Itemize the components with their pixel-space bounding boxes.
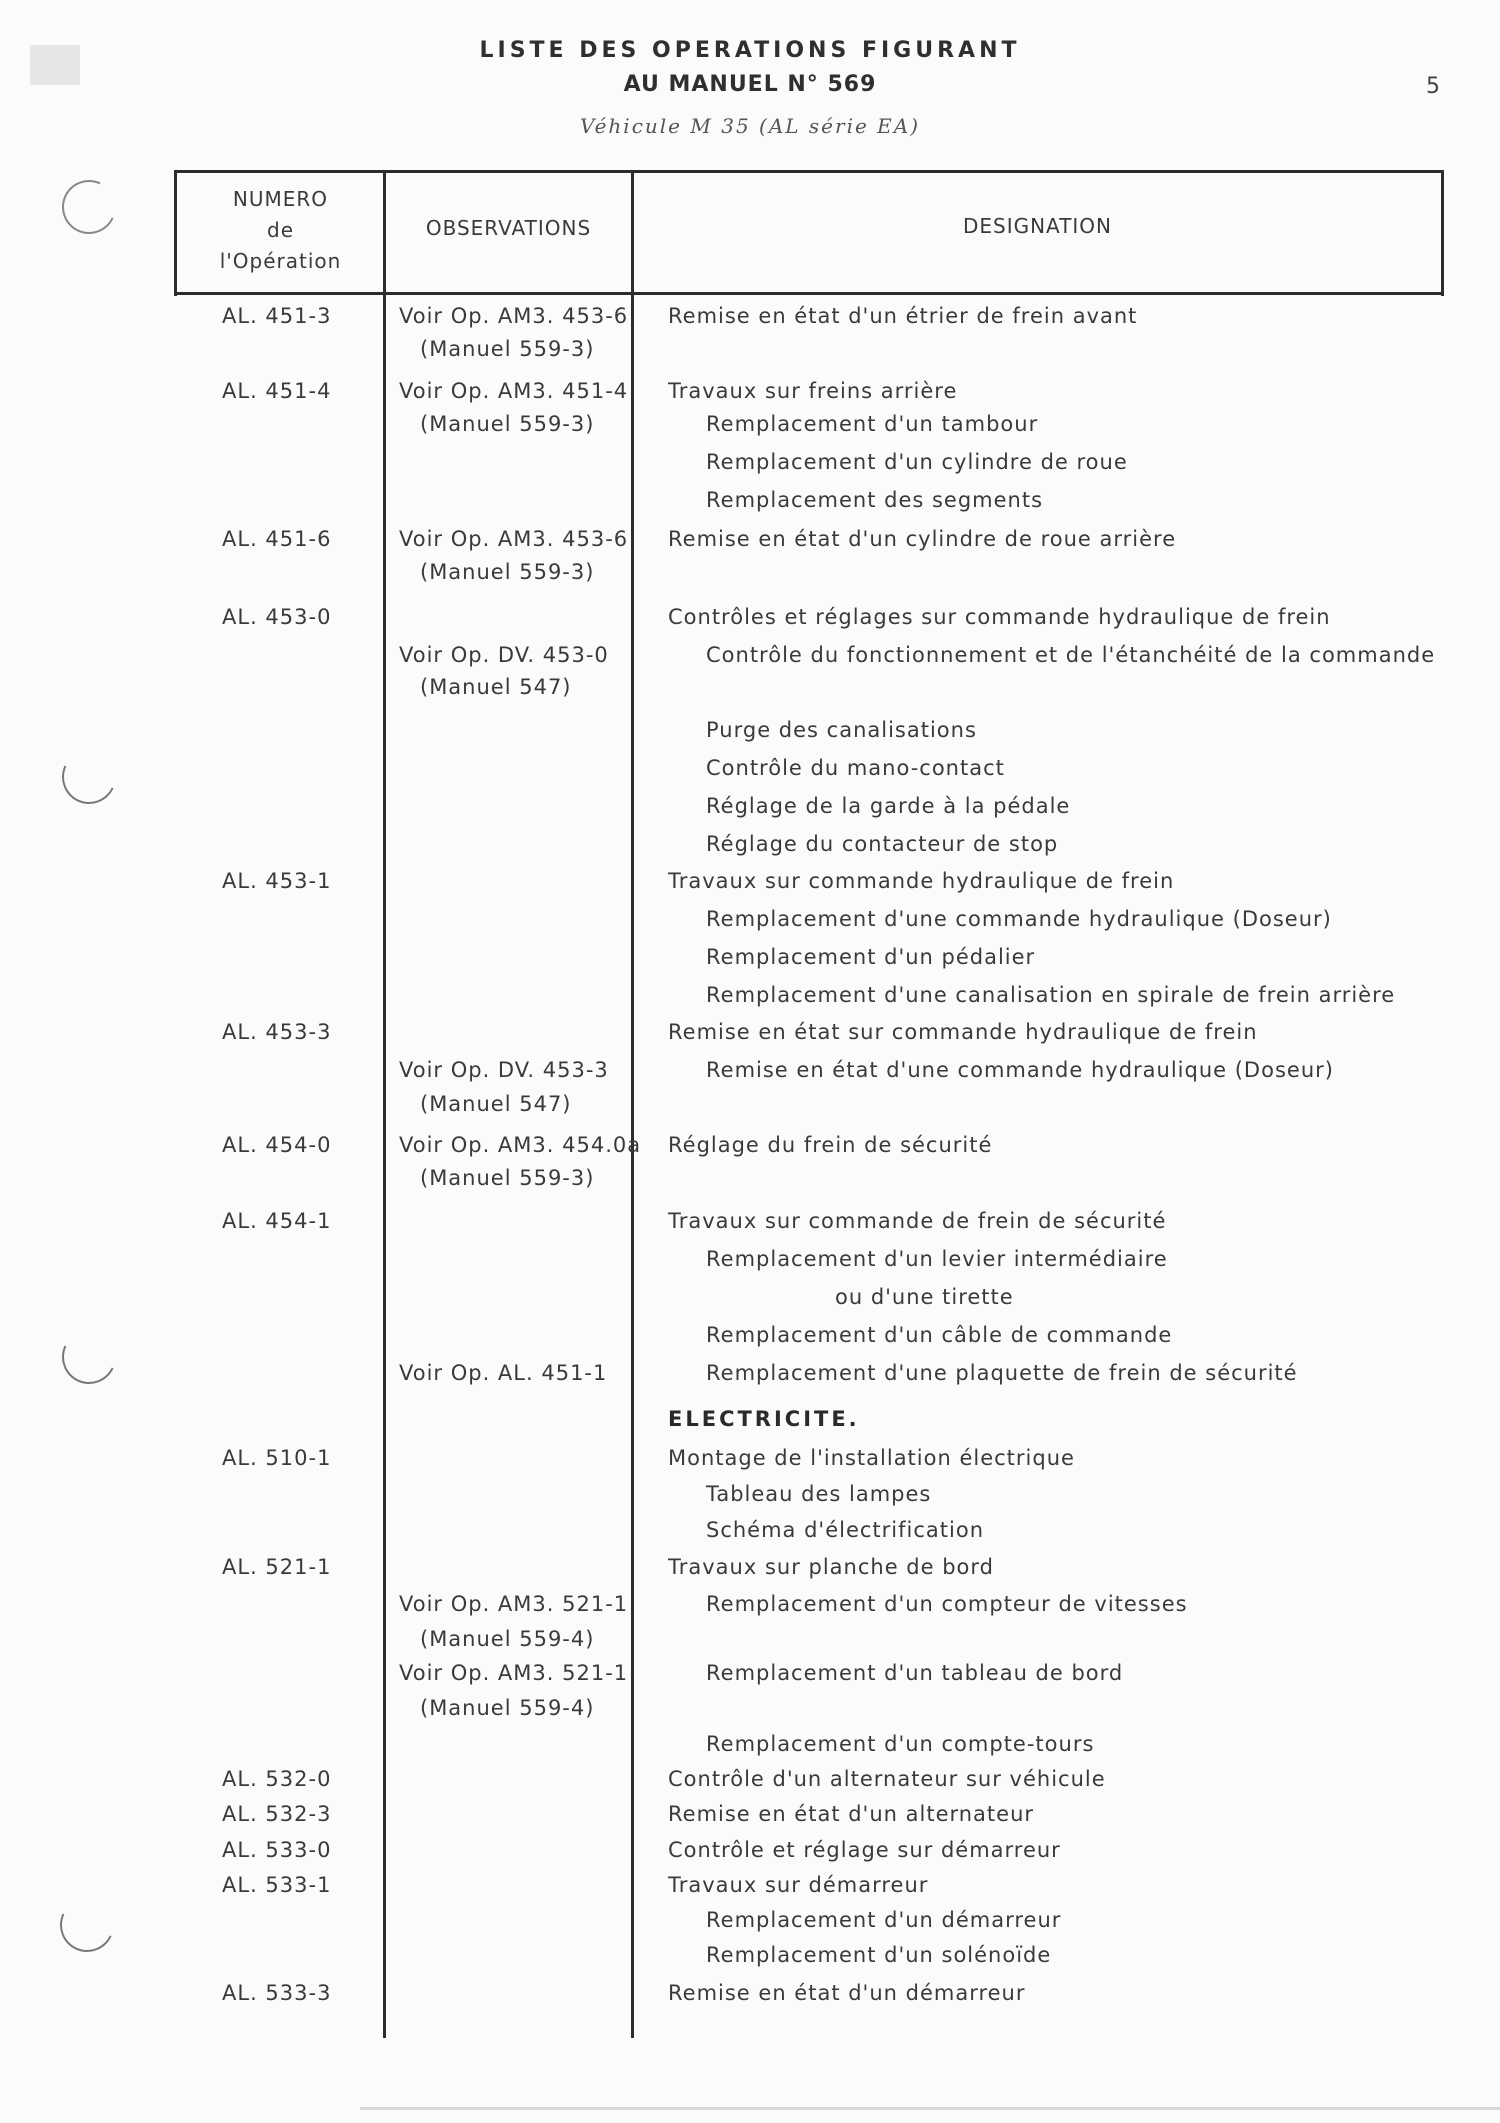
scan-edge bbox=[360, 2107, 1500, 2110]
operation-observation: Voir Op. DV. 453-0 bbox=[399, 643, 609, 667]
operation-observation: (Manuel 547) bbox=[420, 1092, 572, 1116]
operation-designation: Travaux sur commande hydraulique de frein bbox=[668, 869, 1175, 893]
operation-designation: Remise en état d'un cylindre de roue arrière bbox=[668, 527, 1177, 551]
operation-observation: (Manuel 559-3) bbox=[420, 1166, 595, 1190]
operation-observation: Voir Op. AM3. 521-1 bbox=[399, 1592, 629, 1616]
operation-designation: Remplacement d'un démarreur bbox=[706, 1908, 1062, 1932]
table-column-divider bbox=[383, 170, 386, 2038]
operation-observation: Voir Op. AM3. 453-6 bbox=[399, 304, 629, 328]
operation-observation: (Manuel 559-3) bbox=[420, 412, 595, 436]
operation-observation: Voir Op. AL. 451-1 bbox=[399, 1361, 608, 1385]
operation-designation: Remplacement d'une plaquette de frein de sécurité bbox=[706, 1361, 1298, 1385]
operation-designation: Remise en état d'une commande hydraulique (Doseur) bbox=[706, 1058, 1334, 1082]
operation-designation: Remplacement d'un solénoïde bbox=[706, 1943, 1052, 1967]
column-header-numero-line: de bbox=[267, 218, 294, 242]
operation-observation: Voir Op. AM3. 521-1 bbox=[399, 1661, 629, 1685]
operation-observation: (Manuel 559-3) bbox=[420, 337, 595, 361]
column-header-numero-line: NUMERO bbox=[232, 187, 329, 211]
page-number: 5 bbox=[1426, 74, 1440, 99]
table-column-divider bbox=[1441, 170, 1444, 296]
punch-hole-mark bbox=[54, 742, 123, 811]
operation-designation: Réglage du frein de sécurité bbox=[668, 1133, 993, 1157]
operation-number: AL. 521-1 bbox=[222, 1555, 332, 1579]
operation-number: AL. 451-6 bbox=[222, 527, 332, 551]
operation-designation: Remplacement d'un compte-tours bbox=[706, 1732, 1095, 1756]
column-header-numero-line: l'Opération bbox=[219, 249, 342, 273]
punch-hole-mark bbox=[54, 1322, 123, 1391]
column-header-designation: DESIGNATION bbox=[962, 214, 1113, 238]
operation-number: AL. 451-3 bbox=[222, 304, 332, 328]
operation-designation: Remplacement d'un cylindre de roue bbox=[706, 450, 1128, 474]
operation-designation: Remplacement d'un tambour bbox=[706, 412, 1039, 436]
operation-number: AL. 510-1 bbox=[222, 1446, 332, 1470]
operation-designation: Remplacement d'un câble de commande bbox=[706, 1323, 1173, 1347]
operation-designation: Remplacement d'un tableau de bord bbox=[706, 1661, 1124, 1685]
operation-designation: Réglage de la garde à la pédale bbox=[706, 794, 1071, 818]
operation-designation: Tableau des lampes bbox=[706, 1482, 932, 1506]
operation-observation: Voir Op. DV. 453-3 bbox=[399, 1058, 609, 1082]
section-heading: ELECTRICITE. bbox=[668, 1407, 860, 1431]
operation-designation: Remplacement d'une canalisation en spirale de frein arrière bbox=[706, 983, 1396, 1007]
operation-number: AL. 532-3 bbox=[222, 1802, 332, 1826]
operation-observation: Voir Op. AM3. 451-4 bbox=[399, 379, 629, 403]
operation-designation: Remplacement des segments bbox=[706, 488, 1044, 512]
operation-number: AL. 453-0 bbox=[222, 605, 332, 629]
manual-number: AU MANUEL N° 569 bbox=[623, 72, 877, 97]
operation-designation: Réglage du contacteur de stop bbox=[706, 832, 1059, 856]
operation-designation: Remise en état d'un démarreur bbox=[668, 1981, 1026, 2005]
operation-observation: Voir Op. AM3. 454.0a bbox=[399, 1133, 642, 1157]
operation-designation: Contrôle d'un alternateur sur véhicule bbox=[668, 1767, 1106, 1791]
operation-designation: Travaux sur freins arrière bbox=[668, 379, 958, 403]
vehicle-subtitle: Véhicule M 35 (AL série EA) bbox=[579, 114, 920, 138]
table-header-border bbox=[174, 292, 1444, 295]
operation-designation: Purge des canalisations bbox=[706, 718, 977, 742]
operation-designation: Travaux sur commande de frein de sécurité bbox=[668, 1209, 1167, 1233]
operation-observation: (Manuel 547) bbox=[420, 675, 572, 699]
operation-observation: (Manuel 559-4) bbox=[420, 1696, 595, 1720]
operation-designation: Remplacement d'un levier intermédiaire bbox=[706, 1247, 1168, 1271]
operation-designation: Remplacement d'un pédalier bbox=[706, 945, 1036, 969]
operation-designation: Schéma d'électrification bbox=[706, 1518, 984, 1542]
operation-designation: Remise en état d'un étrier de frein avant bbox=[668, 304, 1138, 328]
operation-number: AL. 533-0 bbox=[222, 1838, 332, 1862]
operation-designation: Travaux sur démarreur bbox=[668, 1873, 929, 1897]
operation-designation: ou d'une tirette bbox=[835, 1285, 1014, 1309]
column-header-observations: OBSERVATIONS bbox=[425, 216, 592, 240]
punch-hole-mark bbox=[52, 1890, 121, 1959]
operation-designation: Contrôles et réglages sur commande hydraulique de frein bbox=[668, 605, 1331, 629]
column-header-numero bbox=[178, 184, 383, 277]
operation-designation: Contrôle et réglage sur démarreur bbox=[668, 1838, 1061, 1862]
operation-designation: Contrôle du mano-contact bbox=[706, 756, 1005, 780]
operation-number: AL. 532-0 bbox=[222, 1767, 332, 1791]
operation-designation: Montage de l'installation électrique bbox=[668, 1446, 1075, 1470]
operation-designation: Remise en état d'un alternateur bbox=[668, 1802, 1035, 1826]
table-column-divider bbox=[631, 170, 634, 2038]
operation-number: AL. 533-1 bbox=[222, 1873, 332, 1897]
operation-designation: Remplacement d'un compteur de vitesses bbox=[706, 1592, 1188, 1616]
operation-number: AL. 453-1 bbox=[222, 869, 332, 893]
operation-number: AL. 533-3 bbox=[222, 1981, 332, 2005]
operation-designation: Remise en état sur commande hydraulique de frein bbox=[668, 1020, 1258, 1044]
table-top-border bbox=[174, 170, 1444, 173]
document-title: LISTE DES OPERATIONS FIGURANT bbox=[479, 38, 1021, 58]
operation-designation: Travaux sur planche de bord bbox=[668, 1555, 995, 1579]
operation-observation: (Manuel 559-4) bbox=[420, 1627, 595, 1651]
operation-observation: Voir Op. AM3. 453-6 bbox=[399, 527, 629, 551]
operation-number: AL. 453-3 bbox=[222, 1020, 332, 1044]
operation-designation: Remplacement d'une commande hydraulique (Doseur) bbox=[706, 907, 1332, 931]
operation-number: AL. 454-0 bbox=[222, 1133, 332, 1157]
operation-designation: Contrôle du fonctionnement et de l'étanchéité de la commande bbox=[706, 643, 1436, 667]
table-column-divider bbox=[174, 170, 177, 296]
punch-hole-mark bbox=[54, 172, 123, 241]
operation-observation: (Manuel 559-3) bbox=[420, 560, 595, 584]
operation-number: AL. 451-4 bbox=[222, 379, 332, 403]
operation-number: AL. 454-1 bbox=[222, 1209, 332, 1233]
